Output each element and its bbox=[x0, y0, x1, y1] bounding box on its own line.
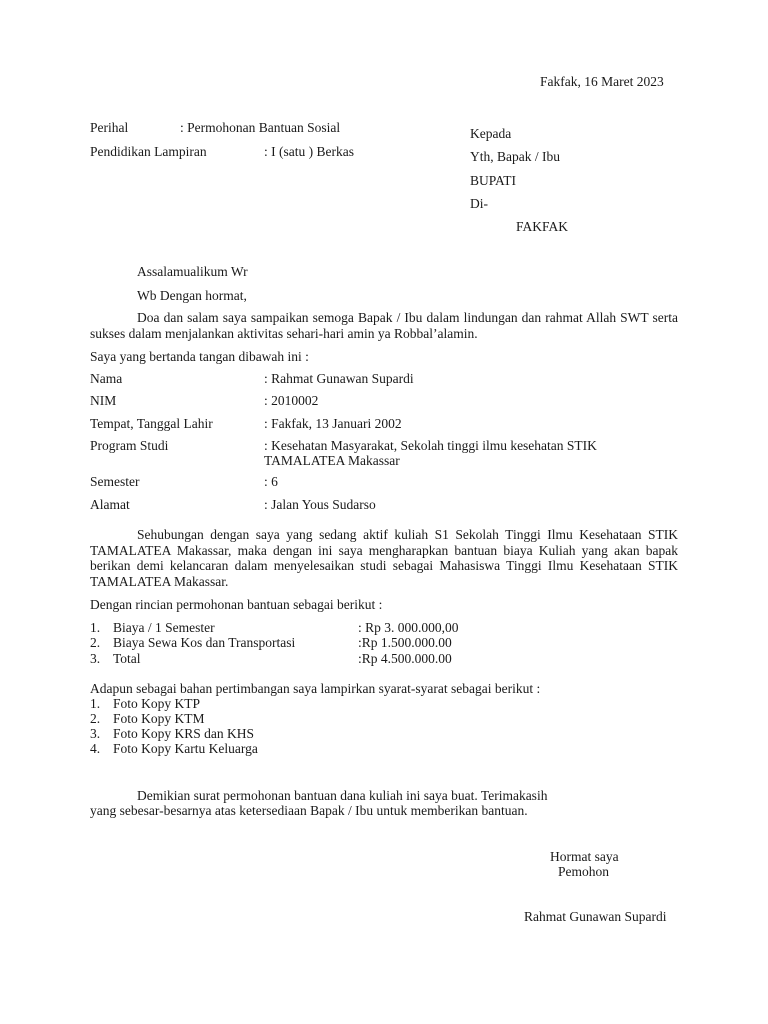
identity-value-ttl: : Fakfak, 13 Januari 2002 bbox=[264, 416, 402, 431]
attachment-number: 1. bbox=[90, 696, 101, 711]
cost-item-value: : Rp 3. 000.000,00 bbox=[358, 620, 459, 635]
signature-name: Rahmat Gunawan Supardi bbox=[524, 909, 667, 924]
identity-label-nim: NIM bbox=[90, 393, 117, 408]
identity-label-nama: Nama bbox=[90, 371, 123, 386]
attachment-item: Foto Kopy Kartu Keluarga bbox=[113, 741, 258, 756]
identity-label-prodi: Program Studi bbox=[90, 438, 169, 453]
perihal-value: : Permohonan Bantuan Sosial bbox=[180, 120, 341, 135]
opening-paragraph: Doa dan salam saya sampaikan semoga Bapak / Ibu dalam lindungan dan rahmat Allah SWT serta sukses dalam menjalankan aktivitas sehari-hari amin ya Robbal’alamin. bbox=[90, 310, 678, 341]
cost-item-number: 1. bbox=[90, 620, 101, 635]
recipient-line-kepada: Kepada bbox=[470, 126, 512, 141]
identity-label-ttl: Tempat, Tanggal Lahir bbox=[90, 416, 213, 431]
signature-role: Pemohon bbox=[558, 864, 610, 879]
attachments-intro: Adapun sebagai bahan pertimbangan saya lampirkan syarat-syarat sebagai berikut : bbox=[90, 681, 541, 696]
recipient-line-bupati: BUPATI bbox=[470, 173, 517, 188]
request-paragraph: Sehubungan dengan saya yang sedang aktif kuliah S1 Sekolah Tinggi Ilmu Kesehataan STIK TAMALATEA Makassar, maka dengan ini saya mengharapkan bantuan biaya Kuliah yang akan bapak berikan demi kelancaran dalam menyelesaikan studi sebagai Mahasiswa Tinggi Ilmu Kesehataan STIK TAMALATEA Makassar. bbox=[90, 527, 678, 589]
recipient-line-city: FAKFAK bbox=[516, 219, 569, 234]
identity-value-nama: : Rahmat Gunawan Supardi bbox=[264, 371, 414, 386]
identity-value-semester: : 6 bbox=[264, 474, 278, 489]
greeting-line-1: Assalamualikum Wr bbox=[137, 264, 248, 279]
cost-total-label: Total bbox=[113, 651, 141, 666]
cost-item-label: Biaya / 1 Semester bbox=[113, 620, 215, 635]
signature-regards: Hormat saya bbox=[550, 849, 619, 864]
cost-item-value: :Rp 1.500.000.00 bbox=[358, 635, 452, 650]
identity-value-prodi: : Kesehatan Masyarakat, Sekolah tinggi ilmu kesehatan STIK bbox=[264, 438, 597, 453]
cost-intro: Dengan rincian permohonan bantuan sebagai berikut : bbox=[90, 597, 383, 612]
cost-item-number: 3. bbox=[90, 651, 101, 666]
greeting-line-2: Wb Dengan hormat, bbox=[137, 288, 247, 303]
recipient-line-yth: Yth, Bapak / Ibu bbox=[470, 149, 560, 164]
identity-value-nim: : 2010002 bbox=[264, 393, 319, 408]
lampiran-value: : I (satu ) Berkas bbox=[264, 144, 354, 159]
lampiran-label: Pendidikan Lampiran bbox=[90, 144, 207, 159]
cost-item-label: Biaya Sewa Kos dan Transportasi bbox=[113, 635, 296, 650]
recipient-line-di: Di- bbox=[470, 196, 488, 211]
letter-date: Fakfak, 16 Maret 2023 bbox=[540, 74, 664, 89]
closing-line-1: Demikian surat permohonan bantuan dana kuliah ini saya buat. Terimakasih bbox=[137, 788, 548, 803]
cost-item-number: 2. bbox=[90, 635, 101, 650]
attachment-item: Foto Kopy KTM bbox=[113, 711, 205, 726]
identity-value-prodi-line-2: TAMALATEA Makassar bbox=[264, 453, 400, 468]
attachment-number: 4. bbox=[90, 741, 101, 756]
attachment-number: 3. bbox=[90, 726, 101, 741]
cost-total-value: :Rp 4.500.000.00 bbox=[358, 651, 452, 666]
identity-value-alamat: : Jalan Yous Sudarso bbox=[264, 497, 376, 512]
perihal-label: Perihal bbox=[90, 120, 129, 135]
identity-label-alamat: Alamat bbox=[90, 497, 130, 512]
identity-label-semester: Semester bbox=[90, 474, 140, 489]
attachment-item: Foto Kopy KTP bbox=[113, 696, 201, 711]
attachment-item: Foto Kopy KRS dan KHS bbox=[113, 726, 255, 741]
attachment-number: 2. bbox=[90, 711, 101, 726]
closing-line-2: yang sebesar-besarnya atas ketersediaan Bapak / Ibu untuk memberikan bantuan. bbox=[90, 803, 528, 818]
identity-intro: Saya yang bertanda tangan dibawah ini : bbox=[90, 349, 309, 364]
